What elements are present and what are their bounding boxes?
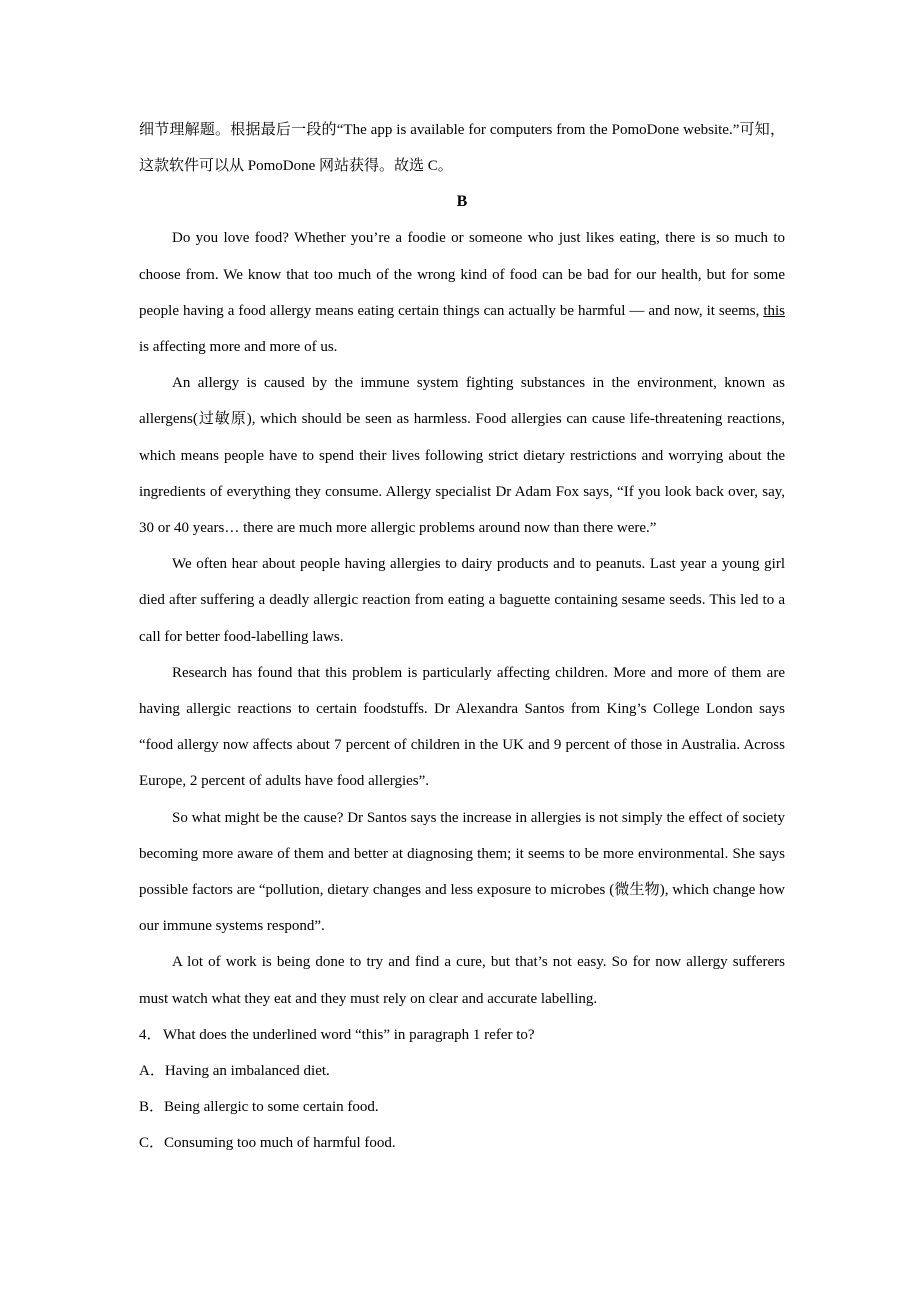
paragraph-6: A lot of work is being done to try and find a cure, but that’s not easy. So for now allergy sufferers must watch what they eat and they must rely on clear and accurate labelling.: [139, 954, 785, 1007]
option-a-label: A．: [139, 1063, 165, 1080]
option-c-label: C．: [139, 1135, 165, 1152]
paragraph-5: So what might be the cause? Dr Santos says the increase in allergies is not simply the effect of society becoming more aware of them and better at diagnosing them; it seems to be more environmental. She says possible factors are “pollution, dietary changes and less exposure to microbes (微生物), which change how our immune systems respond”.: [139, 809, 785, 935]
document-page: [139, 112, 785, 1162]
option-c-text: Consuming too much of harmful food.: [164, 1135, 396, 1152]
option-c: [139, 1125, 785, 1161]
paragraph-1-text-after: is affecting more and more of us.: [139, 339, 338, 356]
section-title: B: [456, 193, 468, 211]
paragraph-1-text-before: Do you love food? Whether you’re a foodie or someone who just likes eating, there is so much to choose from. We know that too much of the wrong kind of food can be bad for our health, but for some people having a food allergy means eating certain things can actually be harmful — and now, it seems,: [139, 230, 785, 319]
paragraph-2: An allergy is caused by the immune system fighting substances in the environment, known as allergens(过敏原), which should be seen as harmless. Food allergies can cause life-threatening reactions, which means people have to spend their lives following strict dietary restrictions and worrying about the ingredients of everything they consume. Allergy specialist Dr Adam Fox says, “If you look back over, say, 30 or 40 years… there are much more allergic problems around now than there were.”: [139, 375, 785, 537]
paragraph-1: [139, 220, 785, 365]
underlined-word: this: [763, 302, 785, 319]
previous-answer-explanation: 细节理解题。根据最后一段的“The app is available for computers from the PomoDone website.”可知，这款软件可以从 PomoDone 网站获得。故选 C。: [139, 122, 785, 175]
paragraph-3: We often hear about people having allergies to dairy products and to peanuts. Last year a young girl died after suffering a deadly allergic reaction from eating a baguette containing sesame seeds. This led to a call for better food-labelling laws.: [139, 556, 785, 645]
option-b: [139, 1089, 785, 1125]
paragraph-4: Research has found that this problem is particularly affecting children. More and more of them are having allergic reactions to certain foodstuffs. Dr Alexandra Santos from King’s College London says “food allergy now affects about 7 percent of children in the UK and 9 percent of those in Australia. Across Europe, 2 percent of adults have food allergies”.: [139, 664, 785, 790]
option-a: [139, 1053, 785, 1089]
option-a-text: Having an imbalanced diet.: [164, 1063, 330, 1080]
question-4: [139, 1017, 785, 1053]
question-number: 4．: [139, 1026, 162, 1043]
question-text: What does the underlined word “this” in paragraph 1 refer to?: [163, 1026, 535, 1043]
option-b-text: Being allergic to some certain food.: [164, 1099, 379, 1116]
option-b-label: B．: [139, 1099, 165, 1116]
